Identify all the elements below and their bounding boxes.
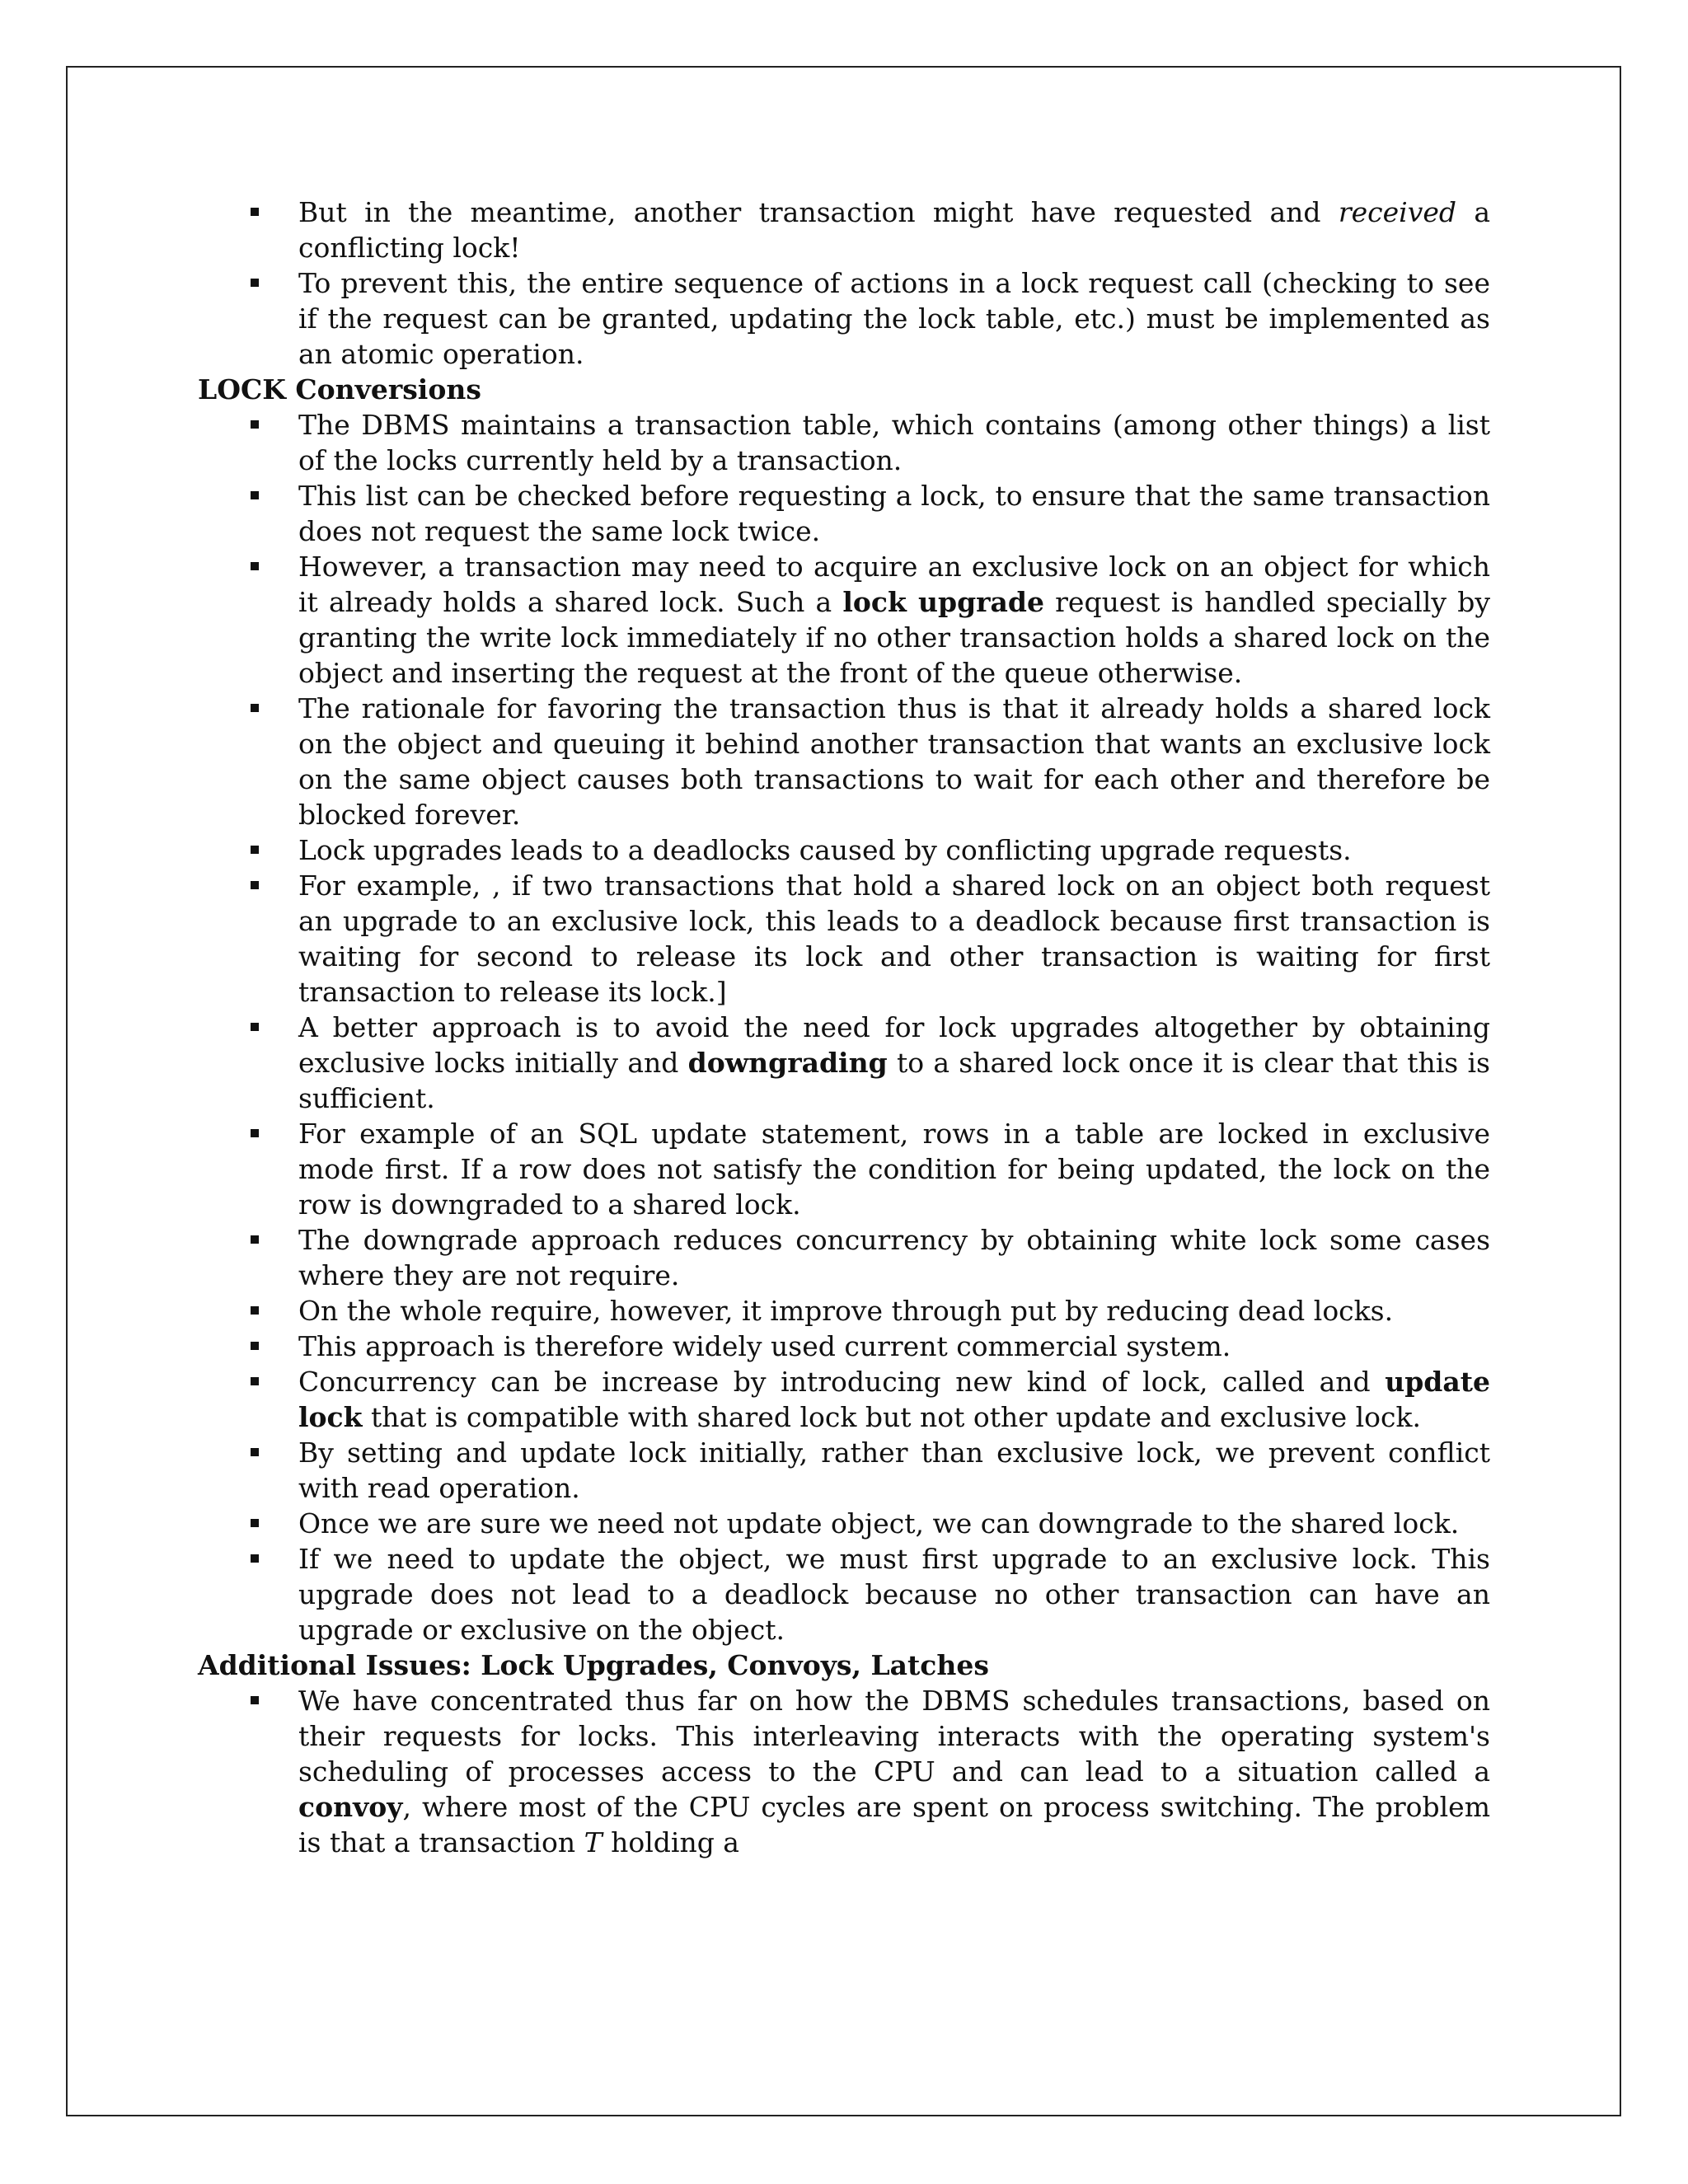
list-item: This approach is therefore widely used current commercial system.	[198, 1329, 1490, 1364]
list-item: By setting and update lock initially, rather than exclusive lock, we prevent conflict with read operation.	[198, 1435, 1490, 1506]
list-item: For example, , if two transactions that hold a shared lock on an object both request an upgrade to an exclusive lock, this leads to a deadlock because first transaction is waiting for second to release its lock and other transaction is waiting for first transaction to release its lock.]	[198, 868, 1490, 1010]
section-heading-additional-issues: Additional Issues: Lock Upgrades, Convoys, Latches	[198, 1649, 989, 1681]
square-bullet-icon	[251, 1306, 259, 1315]
square-bullet-icon	[251, 1342, 259, 1350]
square-bullet-icon	[251, 1023, 259, 1031]
list-item: Concurrency can be increase by introducing new kind of lock, called and update lock that is compatible with shared lock but not other update and exclusive lock.	[198, 1364, 1490, 1435]
bold-term: update lock	[298, 1366, 1490, 1433]
list-item: If we need to update the object, we must first upgrade to an exclusive lock. This upgrade does not lead to a deadlock because no other transaction can have an upgrade or exclusive on the object.	[198, 1541, 1490, 1647]
list-item: To prevent this, the entire sequence of actions in a lock request call (checking to see if the request can be granted, updating the lock table, etc.) must be implemented as an atomic operation.	[198, 265, 1490, 372]
bold-term: downgrading	[687, 1047, 888, 1079]
list-item: Lock upgrades leads to a deadlocks caused by conflicting upgrade requests.	[198, 832, 1490, 868]
square-bullet-icon	[251, 420, 259, 429]
list-item: A better approach is to avoid the need for lock upgrades altogether by obtaining exclusive locks initially and downgrading to a shared lock once it is clear that this is sufficient.	[198, 1010, 1490, 1116]
square-bullet-icon	[251, 1519, 259, 1527]
square-bullet-icon	[251, 1554, 259, 1563]
square-bullet-icon	[251, 1129, 259, 1137]
intro-bullet-list	[198, 194, 1490, 372]
list-item: However, a transaction may need to acquire an exclusive lock on an object for which it already holds a shared lock. Such a lock upgrade request is handled specially by granting the write lock immediately if no other transaction holds a shared lock on the object and inserting the request at the front of the queue otherwise.	[198, 549, 1490, 691]
square-bullet-icon	[251, 1377, 259, 1385]
square-bullet-icon	[251, 279, 259, 287]
square-bullet-icon	[251, 208, 259, 216]
square-bullet-icon	[251, 704, 259, 712]
list-item: Once we are sure we need not update object, we can downgrade to the shared lock.	[198, 1506, 1490, 1541]
list-item: The rationale for favoring the transaction thus is that it already holds a shared lock on the object and queuing it behind another transaction that wants an exclusive lock on the same object causes both transactions to wait for each other and therefore be blocked forever.	[198, 691, 1490, 832]
square-bullet-icon	[251, 491, 259, 499]
square-bullet-icon	[251, 1235, 259, 1244]
list-item: The DBMS maintains a transaction table, which contains (among other things) a list of the locks currently held by a transaction.	[198, 407, 1490, 478]
square-bullet-icon	[251, 881, 259, 889]
list-item: The downgrade approach reduces concurrency by obtaining white lock some cases where they are not require.	[198, 1222, 1490, 1293]
list-item: On the whole require, however, it improve through put by reducing dead locks.	[198, 1293, 1490, 1329]
square-bullet-icon	[251, 562, 259, 570]
square-bullet-icon	[251, 1448, 259, 1456]
list-item: But in the meantime, another transaction might have requested and received a conflicting lock!	[198, 194, 1490, 265]
section-heading-lock-conversions: LOCK Conversions	[198, 373, 481, 405]
square-bullet-icon	[251, 1696, 259, 1704]
bold-term: convoy	[298, 1791, 403, 1823]
list-item: We have concentrated thus far on how the DBMS schedules transactions, based on their requests for locks. This interleaving interacts with the operating system's scheduling of processes access to the CPU and can lead to a situation called a convoy, where most of the CPU cycles are spent on process switching. The problem is that a transaction T holding a	[198, 1683, 1490, 1860]
document-body	[198, 194, 1490, 1860]
emphasis-text: T	[584, 1826, 603, 1858]
bold-term: lock upgrade	[842, 586, 1044, 618]
square-bullet-icon	[251, 846, 259, 854]
list-item: This list can be checked before requesting a lock, to ensure that the same transaction does not request the same lock twice.	[198, 478, 1490, 549]
additional-issues-bullet-list	[198, 1683, 1490, 1860]
list-item: For example of an SQL update statement, rows in a table are locked in exclusive mode first. If a row does not satisfy the condition for being updated, the lock on the row is downgraded to a shared lock.	[198, 1116, 1490, 1222]
emphasis-text: received	[1338, 196, 1457, 228]
lock-conversions-bullet-list	[198, 407, 1490, 1647]
